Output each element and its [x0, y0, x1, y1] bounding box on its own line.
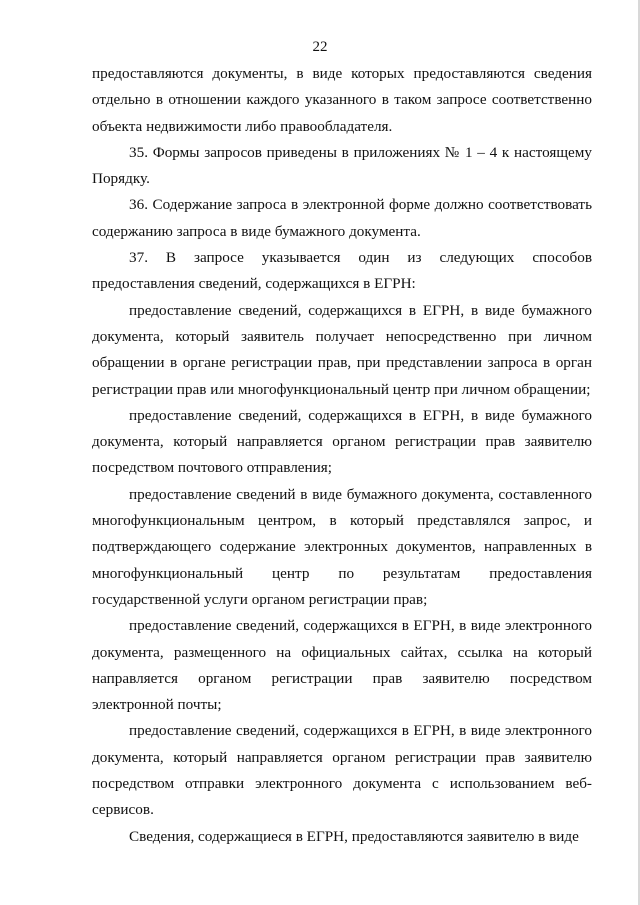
list-item-paper-mfc: предоставление сведений в виде бумажного документа, составленного многофункциональным центром, в который представлялся запрос, и подтверждающего содержание электронных документов, направленных в многофункциональный центр по результатам предоставления государственной услуги органом регистрации прав; [92, 485, 592, 608]
paragraph-final: Сведения, содержащиеся в ЕГРН, предоставляются заявителю в виде [129, 827, 579, 845]
list-item-paper-personal: предоставление сведений, содержащихся в ЕГРН, в виде бумажного документа, который заявитель получает непосредственно при личном обращении в органе регистрации прав, при представлении запроса в орган регистрации прав или многофункциональный центр при личном обращении; [92, 301, 592, 398]
paragraph-37: 37. В запросе указывается один из следующих способов предоставления сведений, содержащихся в ЕГРН: [92, 249, 592, 293]
list-item-electronic-email: предоставление сведений, содержащихся в ЕГРН, в виде электронного документа, размещенного на официальных сайтах, ссылка на который направляется органом регистрации прав заявителю посредством электронной почты; [92, 617, 592, 714]
list-item-paper-postal: предоставление сведений, содержащихся в ЕГРН, в виде бумажного документа, который направляется органом регистрации прав заявителю посредством почтового отправления; [92, 406, 592, 477]
document-body [92, 61, 592, 850]
paragraph-35: 35. Формы запросов приведены в приложениях № 1 – 4 к настоящему Порядку. [92, 143, 592, 188]
paragraph-36: 36. Содержание запроса в электронной форме должно соответствовать содержанию запроса в виде бумажного документа. [92, 196, 592, 240]
paragraph-continuation: предоставляются документы, в виде которых предоставляются сведения отдельно в отношении каждого указанного в таком запросе соответственно объекта недвижимости либо правообладателя. [92, 65, 592, 135]
list-item-electronic-webservice: предоставление сведений, содержащихся в ЕГРН, в виде электронного документа, который направляется органом регистрации прав заявителю посредством отправки электронного документа с использованием веб-сервисов. [92, 722, 592, 819]
page-number: 22 [312, 39, 328, 55]
